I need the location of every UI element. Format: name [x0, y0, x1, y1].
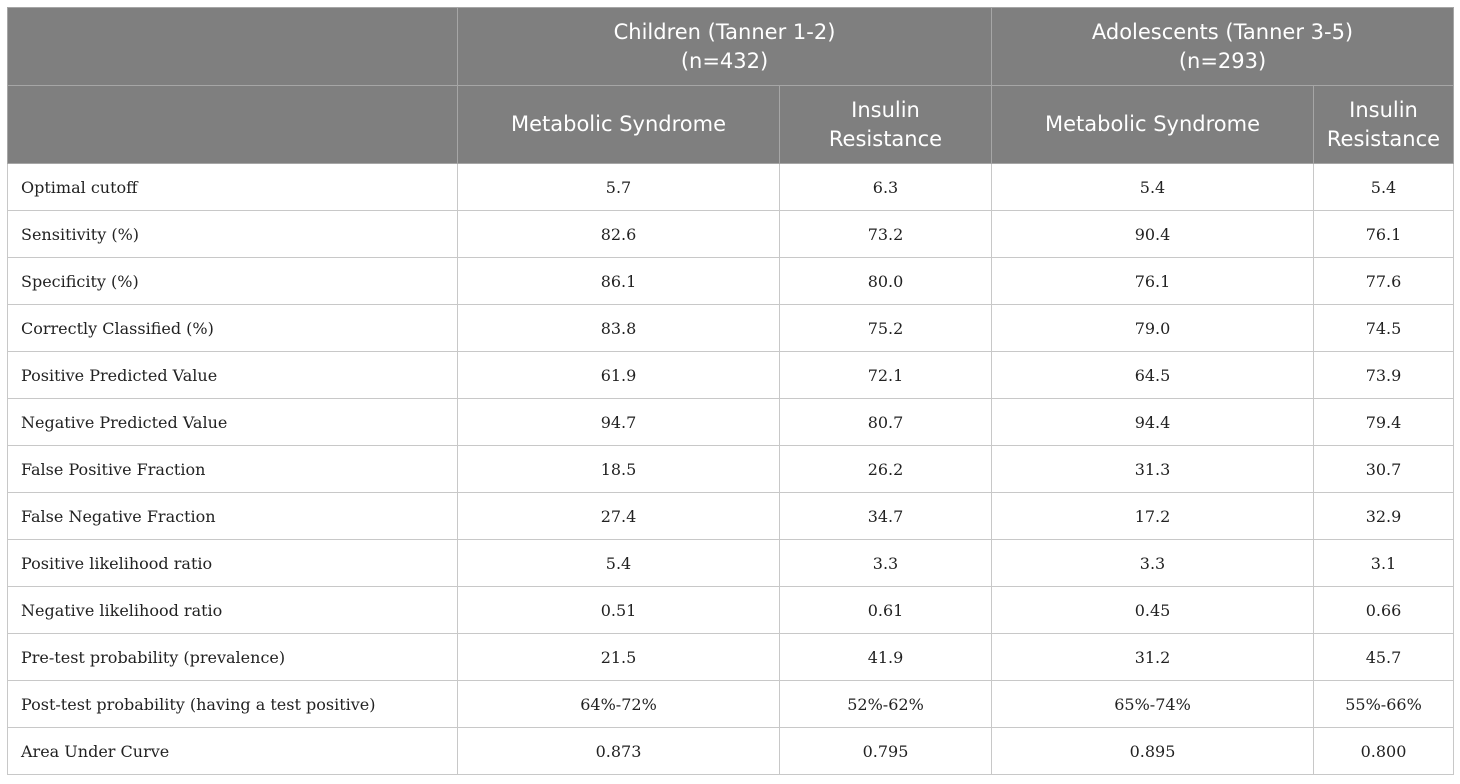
- table-row: [8, 681, 1454, 728]
- table-cell: 73.9: [1314, 352, 1454, 399]
- table-row: [8, 211, 1454, 258]
- table-cell: 31.2: [992, 634, 1314, 681]
- row-label: Correctly Classified (%): [8, 305, 458, 352]
- table-cell: 21.5: [458, 634, 780, 681]
- row-label: Positive likelihood ratio: [8, 540, 458, 587]
- header-corner-top: [8, 8, 458, 86]
- table-cell: 32.9: [1314, 493, 1454, 540]
- row-label: Negative likelihood ratio: [8, 587, 458, 634]
- table-row: [8, 352, 1454, 399]
- table-cell: 18.5: [458, 446, 780, 493]
- table-cell: 41.9: [780, 634, 992, 681]
- table-cell: 0.795: [780, 728, 992, 775]
- table-cell: 75.2: [780, 305, 992, 352]
- table-cell: 82.6: [458, 211, 780, 258]
- header-group-adolescents: [992, 8, 1454, 86]
- table-cell: 5.7: [458, 164, 780, 211]
- header-row-groups: [8, 8, 1454, 86]
- table-cell: 79.0: [992, 305, 1314, 352]
- row-label: Pre-test probability (prevalence): [8, 634, 458, 681]
- header-subcol-text: Metabolic Syndrome: [510, 112, 726, 136]
- header-row-subcols: [8, 86, 1454, 164]
- table-cell: 76.1: [1314, 211, 1454, 258]
- table-cell: 73.2: [780, 211, 992, 258]
- table-cell: 3.1: [1314, 540, 1454, 587]
- table-row: [8, 399, 1454, 446]
- table-row: [8, 258, 1454, 305]
- header-subcol-text: Insulin: [851, 97, 920, 122]
- table-cell: 3.3: [992, 540, 1314, 587]
- header-subcol-metabolic-syndrome: [992, 86, 1314, 164]
- table-cell: 80.0: [780, 258, 992, 305]
- table-row: [8, 728, 1454, 775]
- table-cell: 65%-74%: [992, 681, 1314, 728]
- row-label: Post-test probability (having a test positive): [8, 681, 458, 728]
- table-row: [8, 493, 1454, 540]
- row-label: Optimal cutoff: [8, 164, 458, 211]
- table-cell: 80.7: [780, 399, 992, 446]
- row-label: Specificity (%): [8, 258, 458, 305]
- table-cell: 0.66: [1314, 587, 1454, 634]
- table-cell: 5.4: [1314, 164, 1454, 211]
- header-subcol-insulin-resistance: [1314, 86, 1454, 164]
- table-cell: 86.1: [458, 258, 780, 305]
- table-cell: 76.1: [992, 258, 1314, 305]
- table-cell: 94.4: [992, 399, 1314, 446]
- header-subcol-text: Resistance: [828, 126, 943, 151]
- header-subcol-insulin-resistance: [780, 86, 992, 164]
- table-header: [8, 8, 1454, 164]
- header-subcol-metabolic-syndrome: [458, 86, 780, 164]
- row-label: Sensitivity (%): [8, 211, 458, 258]
- header-group-title: Adolescents (Tanner 3-5): [1091, 19, 1354, 44]
- table-row: [8, 305, 1454, 352]
- table-cell: 0.800: [1314, 728, 1454, 775]
- header-group-children: [458, 8, 992, 86]
- row-label: Negative Predicted Value: [8, 399, 458, 446]
- table-cell: 77.6: [1314, 258, 1454, 305]
- table-cell: 17.2: [992, 493, 1314, 540]
- table-cell: 0.61: [780, 587, 992, 634]
- table-cell: 30.7: [1314, 446, 1454, 493]
- table-cell: 0.45: [992, 587, 1314, 634]
- row-label: False Negative Fraction: [8, 493, 458, 540]
- table-cell: 79.4: [1314, 399, 1454, 446]
- table-row: [8, 164, 1454, 211]
- table-cell: 0.895: [992, 728, 1314, 775]
- table-row: [8, 587, 1454, 634]
- table-cell: 27.4: [458, 493, 780, 540]
- table-row: [8, 446, 1454, 493]
- header-subcol-text: Insulin: [1349, 97, 1418, 122]
- header-group-title: Children (Tanner 1-2): [613, 19, 836, 44]
- table-row: [8, 540, 1454, 587]
- table-cell: 52%-62%: [780, 681, 992, 728]
- table-cell: 5.4: [458, 540, 780, 587]
- row-label: Area Under Curve: [8, 728, 458, 775]
- table-cell: 64%-72%: [458, 681, 780, 728]
- table-container: [7, 7, 1453, 775]
- table-body: [8, 164, 1454, 775]
- table-cell: 61.9: [458, 352, 780, 399]
- header-group-count: (n=293): [1178, 48, 1267, 73]
- results-table: [7, 7, 1454, 775]
- table-cell: 26.2: [780, 446, 992, 493]
- table-cell: 0.51: [458, 587, 780, 634]
- row-label: Positive Predicted Value: [8, 352, 458, 399]
- header-subcol-text: Metabolic Syndrome: [1044, 112, 1260, 136]
- table-cell: 64.5: [992, 352, 1314, 399]
- table-cell: 83.8: [458, 305, 780, 352]
- row-label: False Positive Fraction: [8, 446, 458, 493]
- header-group-count: (n=432): [680, 48, 769, 73]
- table-cell: 90.4: [992, 211, 1314, 258]
- table-cell: 3.3: [780, 540, 992, 587]
- table-cell: 6.3: [780, 164, 992, 211]
- table-cell: 94.7: [458, 399, 780, 446]
- table-cell: 34.7: [780, 493, 992, 540]
- table-cell: 45.7: [1314, 634, 1454, 681]
- table-cell: 72.1: [780, 352, 992, 399]
- table-cell: 5.4: [992, 164, 1314, 211]
- table-cell: 31.3: [992, 446, 1314, 493]
- table-cell: 0.873: [458, 728, 780, 775]
- table-cell: 74.5: [1314, 305, 1454, 352]
- header-subcol-text: Resistance: [1326, 126, 1441, 151]
- table-row: [8, 634, 1454, 681]
- header-corner-bottom: [8, 86, 458, 164]
- table-cell: 55%-66%: [1314, 681, 1454, 728]
